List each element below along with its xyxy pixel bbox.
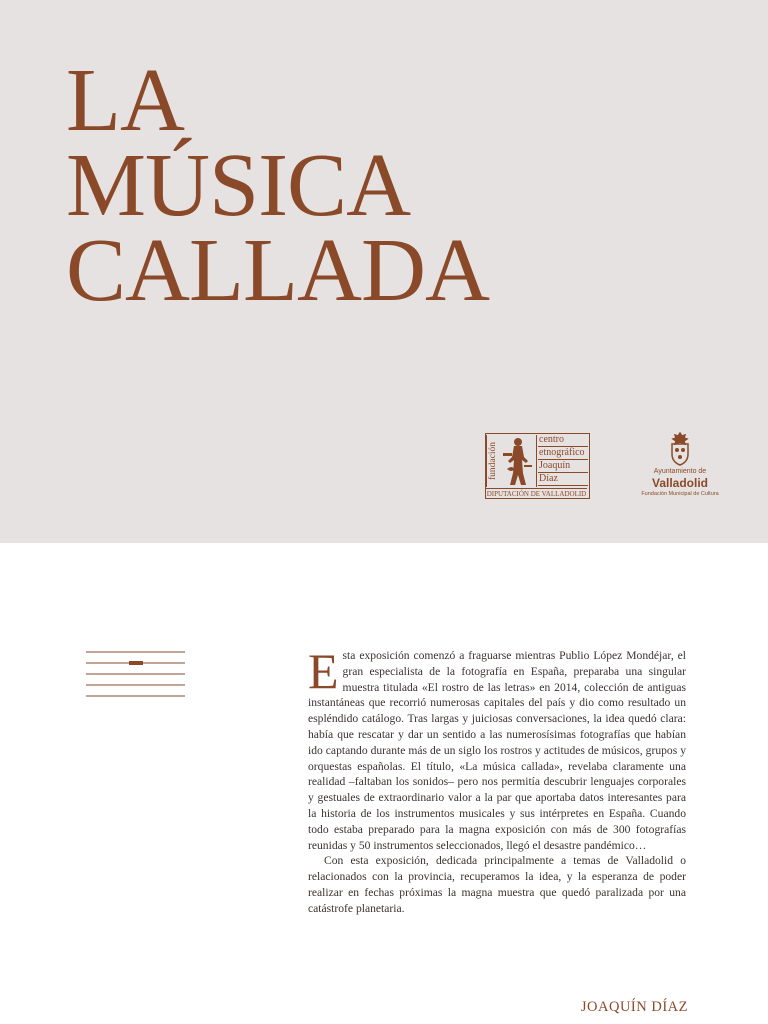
drop-cap: E — [308, 643, 339, 699]
logo-bottom-label: DIPUTACIÓN DE VALLADOLID — [486, 490, 587, 498]
paragraph-1-text: sta exposición comenzó a fraguarse mientras Publio López Mondéjar, el gran especialista de la fotografía en España, preparaba una singular muestra titulada «El rostro de las letras» en 2014, colección de antiguas instantáneas que recorrió numerosas capitales del país y dio como resultado un espléndido catálogo. Tras largas y juiciosas conversaciones, la idea quedó clara: había que rescatar y dar un sentido a las numerosísimas fotografías que habían ido captando durante más de un siglo los rostros y actitudes de músicos, grupos y orquestas españolas. El título, «La música callada», revelaba claramente una realidad –faltaban los sonidos– pero nos permitía descubrir lenguajes corporales y gestuales de extraordinario valor a la par que aportaba datos interesantes para la historia de los instrumentos musicales y sus intérpretes en España. Cuando todo estaba preparado para la magna exposición con más de 300 fotografías reunidas y 50 instrumentos seleccionados, llegó el desastre pandémico… — [308, 649, 686, 852]
logo-line: etnográfico — [538, 447, 588, 460]
logo-vertical-label: fundación — [486, 435, 499, 487]
logo-text-lines — [538, 434, 588, 486]
paragraph-2: Con esta exposición, dedicada principalmente a temas de Valladolid o relacionados con la provincia, recuperamos la idea, y la esperanza de poder realizar en fechas próximas la magna muestra que quedó paralizada por una catástrofe planetaria. — [308, 854, 686, 915]
page-title — [66, 51, 489, 320]
logo-ayto-line-3: Fundación Municipal de Cultura — [641, 491, 719, 497]
coat-of-arms-icon — [666, 432, 694, 466]
musician-figure-icon — [500, 435, 537, 487]
intro-text — [308, 643, 686, 917]
music-staff-ornament — [86, 651, 186, 697]
logo-ayto-line-1: Ayuntamiento de — [653, 468, 707, 475]
author-signature: JOAQUÍN DÍAZ — [580, 999, 688, 1015]
title-line-3: CALLADA — [66, 221, 489, 320]
fundacion-logo — [485, 433, 590, 499]
title-line-2: MÚSICA — [66, 136, 411, 235]
logo-line: centro — [538, 434, 588, 447]
logo-line: Díaz — [538, 473, 588, 486]
ayuntamiento-logo — [634, 432, 726, 502]
logo-line: Joaquín — [538, 460, 588, 473]
paragraph-1 — [308, 643, 686, 853]
logo-ayto-line-2: Valladolid — [651, 476, 708, 490]
title-line-1: LA — [66, 51, 184, 150]
